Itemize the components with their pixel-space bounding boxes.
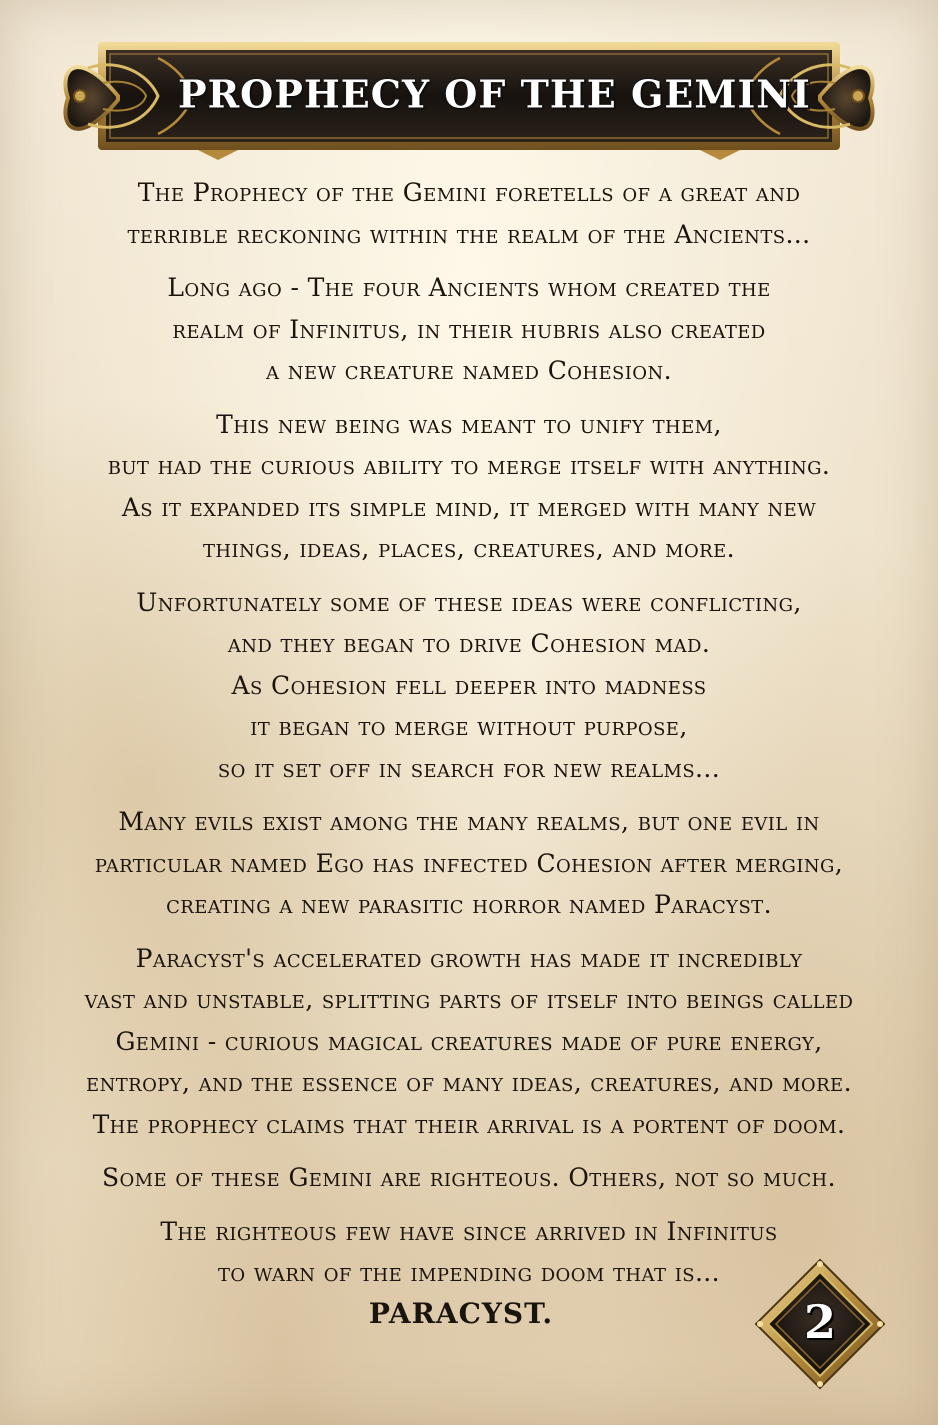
page-number: 2	[803, 1295, 836, 1349]
paragraph	[40, 172, 898, 255]
text-line: creating a new parasitic horror named Paracyst.	[166, 890, 772, 919]
text-line: particular named Ego has infected Cohesion after merging,	[94, 848, 844, 878]
text-line: Gemini - curious magical creatures made of pure energy,	[115, 1026, 823, 1056]
text-line: This new being was meant to unify them,	[216, 409, 722, 439]
paragraph	[40, 938, 898, 1146]
text-line: terrible reckoning within the realm of the Ancients...	[127, 219, 811, 249]
closing-word: PARACYST.	[368, 1296, 554, 1330]
text-line: realm of Infinitus, in their hubris also created	[172, 314, 766, 344]
text-line: and they began to drive Cohesion mad.	[227, 629, 711, 658]
text-line: so it set off in search for new realms...	[217, 753, 721, 783]
text-line: it began to merge without purpose,	[250, 712, 688, 741]
text-line: Paracyst's accelerated growth has made it incredibly	[135, 943, 803, 973]
text-line: As it expanded its simple mind, it merged with many new	[121, 492, 817, 522]
text-line: The Prophecy of the Gemini foretells of a great and	[137, 178, 801, 207]
text-line: Many evils exist among the many realms, but one evil in	[118, 807, 820, 836]
paragraph	[40, 267, 898, 392]
page-number-badge	[754, 1258, 886, 1390]
text-line: Some of these Gemini are righteous. Others, not so much.	[101, 1163, 836, 1192]
text-line: vast and unstable, splitting parts of itself into beings called	[84, 985, 854, 1014]
prophecy-text	[40, 172, 898, 1346]
text-line: to warn of the impending doom that is...	[218, 1258, 720, 1287]
page-title: PROPHECY OF THE GEMINI	[178, 71, 811, 117]
paragraph	[40, 582, 898, 790]
text-line: As Cohesion fell deeper into madness	[231, 670, 707, 700]
text-line: Long ago - The four Ancients whom created the	[167, 273, 771, 302]
paragraph	[40, 404, 898, 570]
text-line: Unfortunately some of these ideas were conflicting,	[136, 587, 802, 617]
text-line: The prophecy claims that their arrival is a portent of doom.	[92, 1109, 846, 1139]
text-line: but had the curious ability to merge itself with anything.	[107, 451, 831, 480]
text-line: a new creature named Cohesion.	[266, 356, 672, 385]
paragraph	[40, 801, 898, 926]
text-line: entropy, and the essence of many ideas, creatures, and more.	[86, 1068, 852, 1097]
title-banner	[58, 28, 880, 168]
paragraph	[40, 1157, 898, 1199]
text-line: The righteous few have since arrived in Infinitus	[160, 1216, 778, 1246]
text-line: things, ideas, places, creatures, and more.	[203, 534, 735, 563]
